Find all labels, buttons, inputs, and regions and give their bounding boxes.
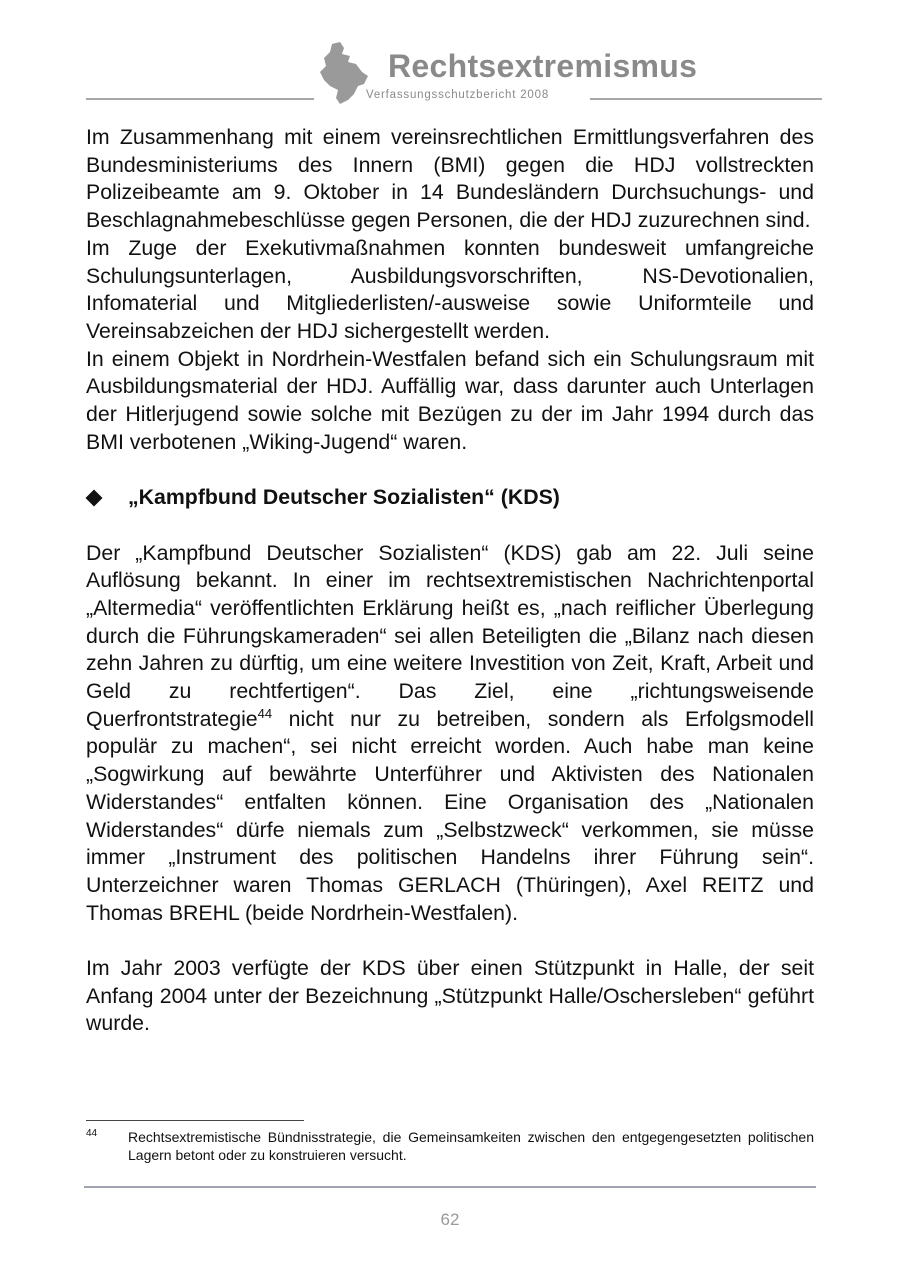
footnote-number: 44: [86, 1128, 98, 1139]
paragraph-text: Der „Kampfbund Deutscher Sozialisten“ (KDS) gab am 22. Juli seine Auflösung bekannt. In einer im rechtsextremistischen Nachrichtenportal „Altermedia“ veröffentlichten Erklärung heißt es, „nach reiflicher Überlegung durch die Führungskameraden“ sei allen Beteiligten die „Bilanz nach diesen zehn Jahren zu dürftig, um eine weitere Investition von Zeit, Kraft, Arbeit und Geld zu rechtfertigen“. Das Ziel, eine „richtungsweisende Querfrontstrategie: [86, 540, 814, 731]
paragraph-text: nicht nur zu betreiben, sondern als Erfolgsmodell populär zu machen“, sei nicht erreicht worden. Auch habe man keine „Sogwirkung auf bewährte Unterführer und Aktivisten des Nationalen Widerstandes“ entfalten können. Eine Organisation des „Nationalen Widerstandes“ dürfe niemals zum „Selbstzweck“ verkommen, sie müsse immer „Instrument des politischen Handelns ihrer Führung sein“. Unterzeichner waren Thomas GERLACH (Thüringen), Axel REITZ und Thomas BREHL (beide Nordrhein-Westfalen).: [86, 706, 814, 925]
footnote-divider: [86, 1120, 304, 1121]
paragraph: [86, 540, 814, 928]
diamond-bullet-icon: [86, 489, 103, 506]
page-number: 62: [440, 1210, 460, 1229]
footer-divider: [84, 1186, 816, 1188]
spacer: [86, 456, 814, 484]
footnote-text: Rechtsextremistische Bündnisstrategie, die Gemeinsamkeiten zwischen den entgegengesetzten politischen Lagern betont oder zu konstruieren versucht.: [128, 1129, 814, 1163]
header-title: Rechtsextremismus: [388, 48, 698, 84]
paragraph: Im Zusammenhang mit einem vereinsrechtlichen Ermittlungsverfahren des Bundesministeriums des Innern (BMI) gegen die HDJ vollstreckten Polizeibeamte am 9. Oktober in 14 Bundesländern Durchsuchungs- und Beschlagnahmebeschlüsse gegen Personen, die der HDJ zuzurechnen sind.: [86, 125, 814, 233]
header-subtitle: Verfassungsschutzbericht 2008: [366, 89, 550, 101]
header-divider-right: [590, 98, 822, 100]
header-divider-left: [86, 98, 314, 100]
paragraph: Im Zuge der Exekutivmaßnahmen konnten bundesweit umfangreiche Schulungsunterlagen, Ausbildungsvorschriften, NS-Devotionalien, Infomaterial und Mitgliederlisten/-ausweise sowie Uniformteile und Vereinsabzeichen der HDJ sichergestellt werden.: [86, 235, 814, 343]
page-header: [0, 0, 900, 115]
main-content: [86, 124, 814, 1038]
paragraph: Im Jahr 2003 verfügte der KDS über einen Stützpunkt in Halle, der seit Anfang 2004 unter der Bezeichnung „Stützpunkt Halle/Oschersleben“ geführt wurde.: [86, 956, 814, 1036]
saxony-anhalt-map-icon: [318, 42, 370, 106]
section-heading-text: „Kampfbund Deutscher Sozialisten“ (KDS): [128, 485, 560, 510]
footnote: [86, 1128, 814, 1164]
paragraph: In einem Objekt in Nordrhein-Westfalen befand sich ein Schulungsraum mit Ausbildungsmaterial der HDJ. Auffällig war, dass darunter auch Unterlagen der Hitlerjugend sowie solche mit Bezügen zu der im Jahr 1994 durch das BMI verbotenen „Wiking-Jugend“ waren.: [86, 346, 814, 454]
section-heading: [86, 484, 814, 512]
spacer: [86, 927, 814, 955]
footnote-reference[interactable]: 44: [257, 705, 273, 721]
spacer: [86, 512, 814, 540]
